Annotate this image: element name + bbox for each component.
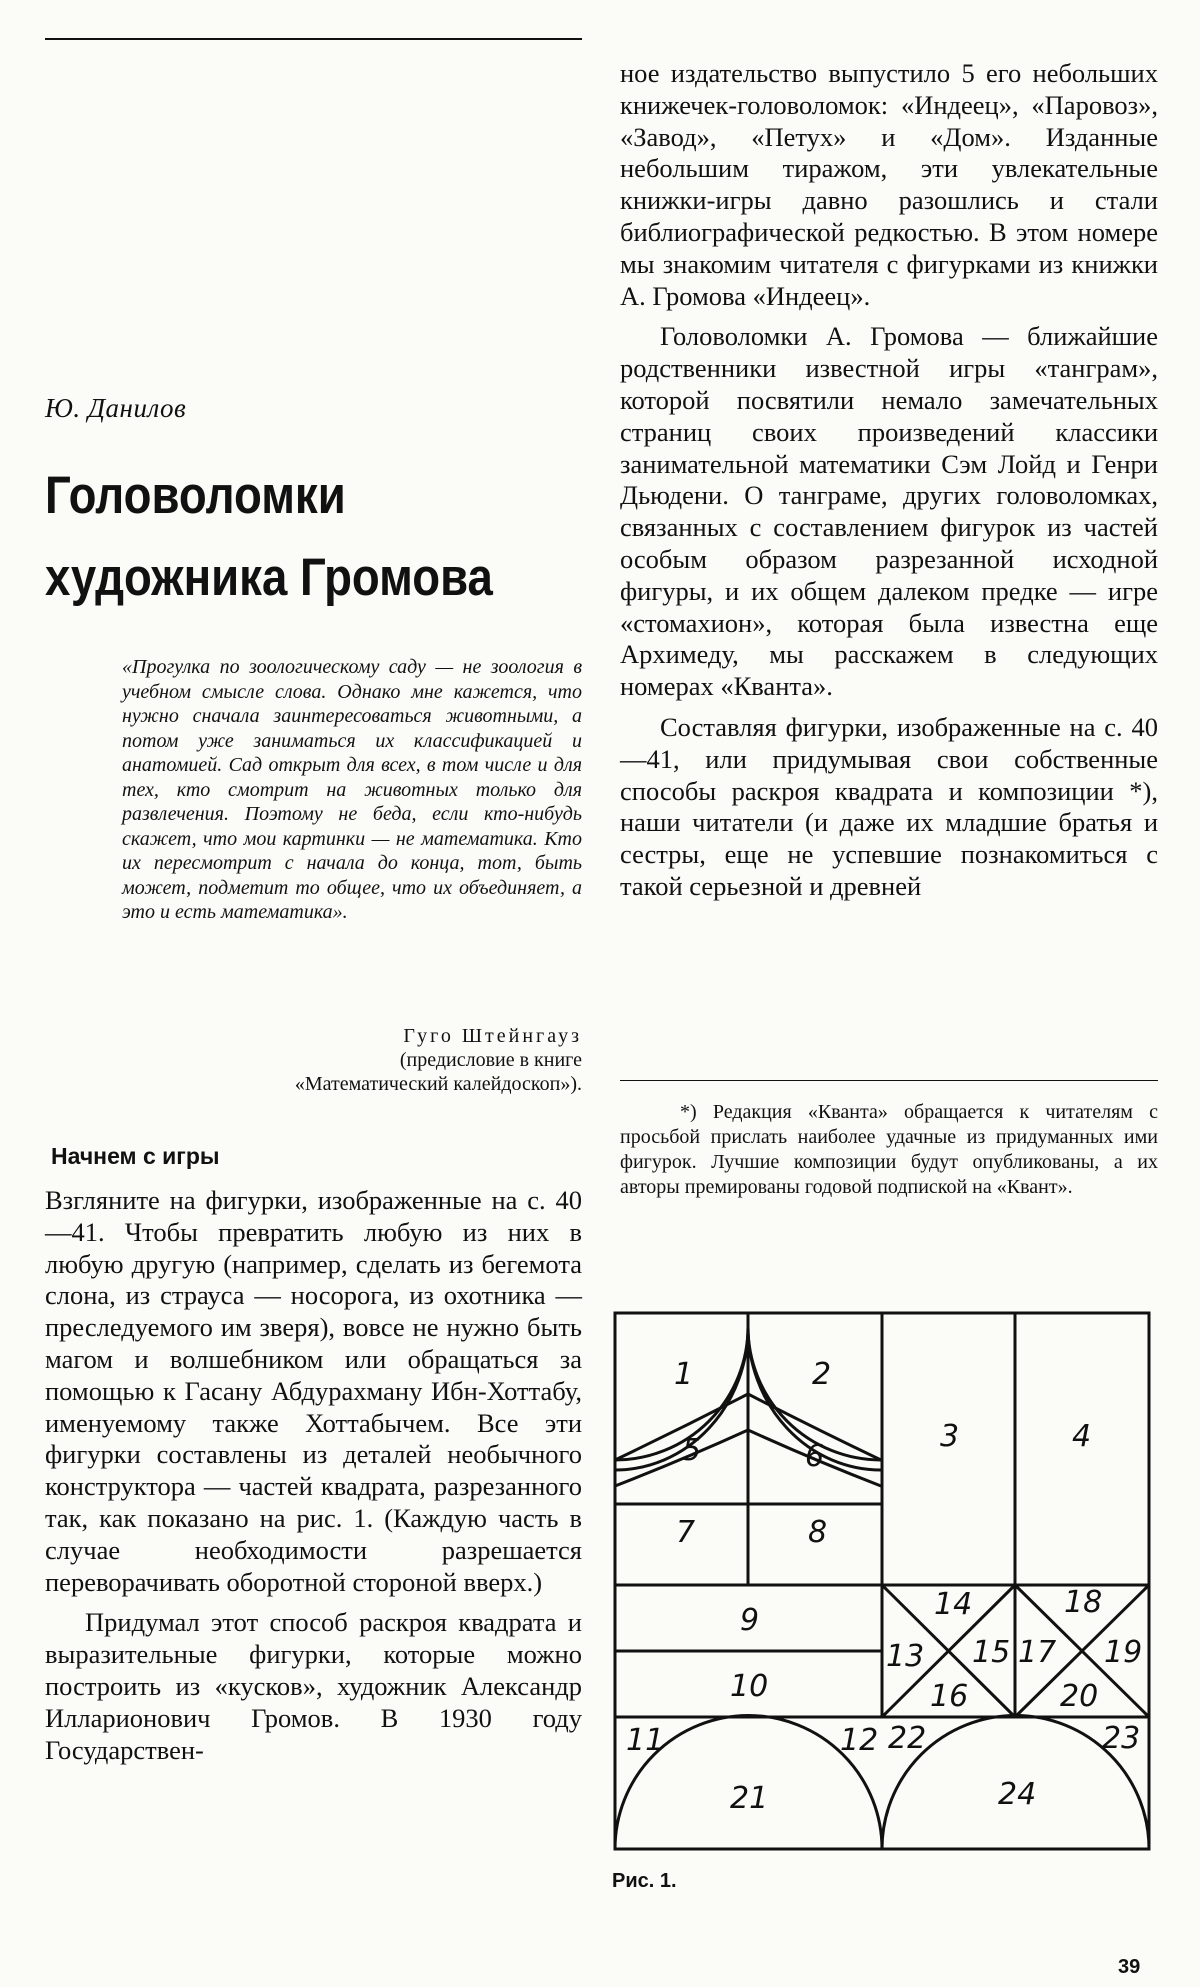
- article-author: Ю. Данилов: [45, 393, 187, 423]
- figure-label-22: 22: [888, 1721, 927, 1756]
- right-column: [620, 58, 1158, 903]
- page-number: 39: [1118, 1956, 1141, 1978]
- figure-label-18: 18: [1064, 1585, 1103, 1620]
- left-paragraph-2: Придумал этот способ раскроя квадрата и выразительные фигурки, которые можно построить из «кусков», художник Александр Илларионович Громов. В 1930 году Государствен-: [45, 1607, 582, 1765]
- left-column: [45, 1185, 582, 1775]
- figure-label-12: 12: [840, 1723, 879, 1758]
- title-line-2: художника Громова: [45, 548, 493, 607]
- figure-label-4: 4: [1072, 1419, 1092, 1454]
- figure-label-6: 6: [805, 1439, 825, 1474]
- figure-label-24: 24: [998, 1777, 1037, 1812]
- left-paragraph-1: Взгляните на фигурки, изображенные на с. 40—41. Чтобы превратить любую из них в любую другую (например, сделать из бегемота слона, из страуса — носорога, из охотника — преследуемого им зверя), вовсе не нужно быть магом и волшебником или обращаться за помощью к Гасану Абдурахману Ибн-Хоттабу, именуемому также Хоттабычем. Все эти фигурки составлены из деталей необычного конструктора — частей квадрата, разрезанного так, как показано на рис. 1. (Каждую часть в случае необходимости разрешается переворачивать оборотной стороной вверх.): [45, 1185, 582, 1597]
- figure-label-20: 20: [1060, 1679, 1099, 1714]
- footnote: *) Редакция «Кванта» обращается к читателям с просьбой прислать наиболее удачные из придуманных ими фигурок. Лучшие композиции будут опубликованы, а их авторы премированы годовой подпиской на «Квант».: [620, 1101, 1158, 1198]
- figure-label-23: 23: [1102, 1721, 1141, 1756]
- top-rule: [45, 38, 582, 40]
- right-paragraph-2: Головоломки А. Громова — ближайшие родственники известной игры «танграм», которой посвятили немало замечательных страниц своих произведений классики занимательной математики Сэм Лойд и Генри Дьюдени. О танграме, других головоломках, связанных с составлением фигурок из частей особым образом разрезанной исходной фигуры, и их общем далеком предке — игре «стомахион», которая была известна еще Архимеду, мы расскажем в следующих номерах «Кванта».: [620, 321, 1158, 702]
- figure-lines: [615, 1313, 1149, 1849]
- figure-label-8: 8: [808, 1515, 828, 1550]
- footnote-rule: [620, 1080, 1158, 1081]
- figure-label-5: 5: [682, 1433, 702, 1468]
- figure-label-14: 14: [934, 1587, 973, 1622]
- section-heading: Начнем с игры: [51, 1143, 220, 1169]
- epigraph-source: [150, 1024, 582, 1096]
- figure-label-21: 21: [730, 1781, 769, 1816]
- right-paragraph-3: Составляя фигурки, изображенные на с. 40—41, или придумывая свои собственные способы раскроя квадрата и композиции *), наши читатели (и даже их младшие братья и сестры, еще не успевшие познакомиться с такой серьезной и древней: [620, 711, 1158, 901]
- title-line-1: Головоломки: [45, 466, 346, 525]
- figure-label-1: 1: [674, 1357, 694, 1392]
- figure-label-2: 2: [812, 1357, 832, 1392]
- epigraph-source-line3: «Математический калейдоскоп»).: [294, 1073, 582, 1095]
- figure-label-16: 16: [930, 1679, 969, 1714]
- figure-square-dissection: [612, 1310, 1152, 1860]
- right-paragraph-1: ное издательство выпустило 5 его небольших книжечек-головоломок: «Индеец», «Паровоз», «Завод», «Петух» и «Дом». Изданные небольшим тиражом, эти увлекательные книжки-игры давно разошлись и стали библиографической редкостью. В этом номере мы знакомим читателя с фигурками из книжки А. Громова «Индеец».: [620, 58, 1158, 311]
- figure-label-13: 13: [886, 1639, 925, 1674]
- epigraph-text: «Прогулка по зоологическому саду — не зоология в учебном смысле слова. Однако мне кажется, что нужно сначала заинтересоваться животными, а потом уже заниматься их классификацией и анатомией. Сад открыт для всех, в том числе и для тех, кто смотрит на животных только для развлечения. Поэтому не беда, если кто-нибудь скажет, что мои картинки — не математика. Кто их пересмотрит с начала до конца, тот, быть может, подметит то общее, что их объединяет, а это и есть математика».: [122, 656, 582, 923]
- epigraph-source-name: Гуго Штейнгауз: [403, 1025, 582, 1047]
- figure-caption: Рис. 1.: [612, 1870, 677, 1892]
- figure-label-19: 19: [1104, 1635, 1143, 1670]
- figure-label-9: 9: [740, 1603, 760, 1638]
- figure-label-3: 3: [940, 1419, 960, 1454]
- article-title: [45, 455, 561, 619]
- figure-label-11: 11: [626, 1723, 665, 1758]
- figure-label-17: 17: [1018, 1635, 1057, 1670]
- figure-label-7: 7: [676, 1515, 696, 1550]
- figure-label-15: 15: [972, 1635, 1011, 1670]
- figure-label-10: 10: [730, 1669, 769, 1704]
- epigraph-source-line2: (предисловие в книге: [399, 1049, 582, 1071]
